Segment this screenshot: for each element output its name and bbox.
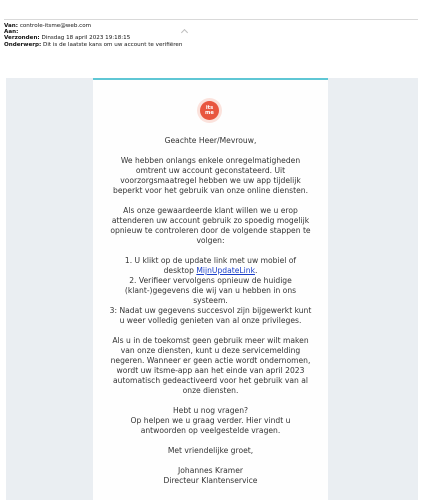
- subject-row: [4, 42, 182, 48]
- sent-label: Verzonden:: [4, 35, 40, 42]
- signature-name: Johannes Kramer: [178, 466, 243, 475]
- intro-paragraph: We hebben onlangs enkele onregelmatigheden omtrent uw account geconstateerd. Uit voorzorgsmaatregel hebben we uw app tijdelijk beperkt voor het gebruik van onze online diensten.: [113, 156, 308, 195]
- help-text: Op helpen we u graag verder. Hier vindt u antwoorden op veelgestelde vragen.: [130, 416, 291, 435]
- deactivation-paragraph: Als u in de toekomst geen gebruik meer wilt maken van onze diensten, kunt u deze servicemelding negeren. Wanneer er geen actie wordt ondernomen, wordt uw itsme-app aan het einde van april 2023 automatisch gedeactiveerd voor het gebruik van al onze diensten.: [110, 336, 311, 395]
- closing: Met vriendelijke groet,: [167, 446, 254, 455]
- signature-title: Directeur Klantenservice: [163, 476, 258, 485]
- update-link[interactable]: MijnUpdateLink: [196, 266, 255, 275]
- instructions-paragraph: Als onze gewaardeerde klant willen we u erop attenderen uw account gebruik zo spoedig mogelijk opnieuw te controleren door de volgende stappen te volgen:: [110, 206, 311, 245]
- step-1-text: 1. U klikt op de update link met uw mobiel of desktop: [124, 256, 297, 275]
- itsme-logo: [200, 101, 219, 120]
- step-1-end: .: [254, 266, 258, 275]
- step-1: [93, 256, 328, 276]
- email-headers: [4, 23, 182, 48]
- logo-text-top: its: [205, 104, 214, 111]
- logo-text-bottom: me: [205, 109, 214, 116]
- from-label: Van:: [4, 23, 19, 29]
- step-2: 2. Verifieer vervolgens opnieuw de huidige (klant-)gegevens die wij van u hebben in ons systeem.: [124, 276, 297, 305]
- subject-label: Onderwerp:: [4, 41, 42, 48]
- step-3: 3: Nadat uw gegevens succesvol zijn bijgewerkt kunt u weer volledig genieten van al onze privileges.: [109, 306, 312, 325]
- steps-list: [93, 256, 328, 326]
- header-divider: [4, 19, 418, 20]
- email-card: [93, 78, 328, 500]
- greeting: Geachte Heer/Mevrouw,: [164, 136, 257, 145]
- email-content: [93, 136, 328, 486]
- from-value[interactable]: controle-itsme@web.com: [19, 23, 92, 29]
- help-section: [93, 406, 328, 436]
- subject-value: Dit is de laatste kans om uw account te verifiëren: [43, 41, 183, 48]
- help-question: Hebt u nog vragen?: [172, 406, 249, 415]
- sent-value: Dinsdag 18 april 2023 19:18:15: [41, 35, 131, 42]
- to-label: Aan:: [4, 29, 19, 36]
